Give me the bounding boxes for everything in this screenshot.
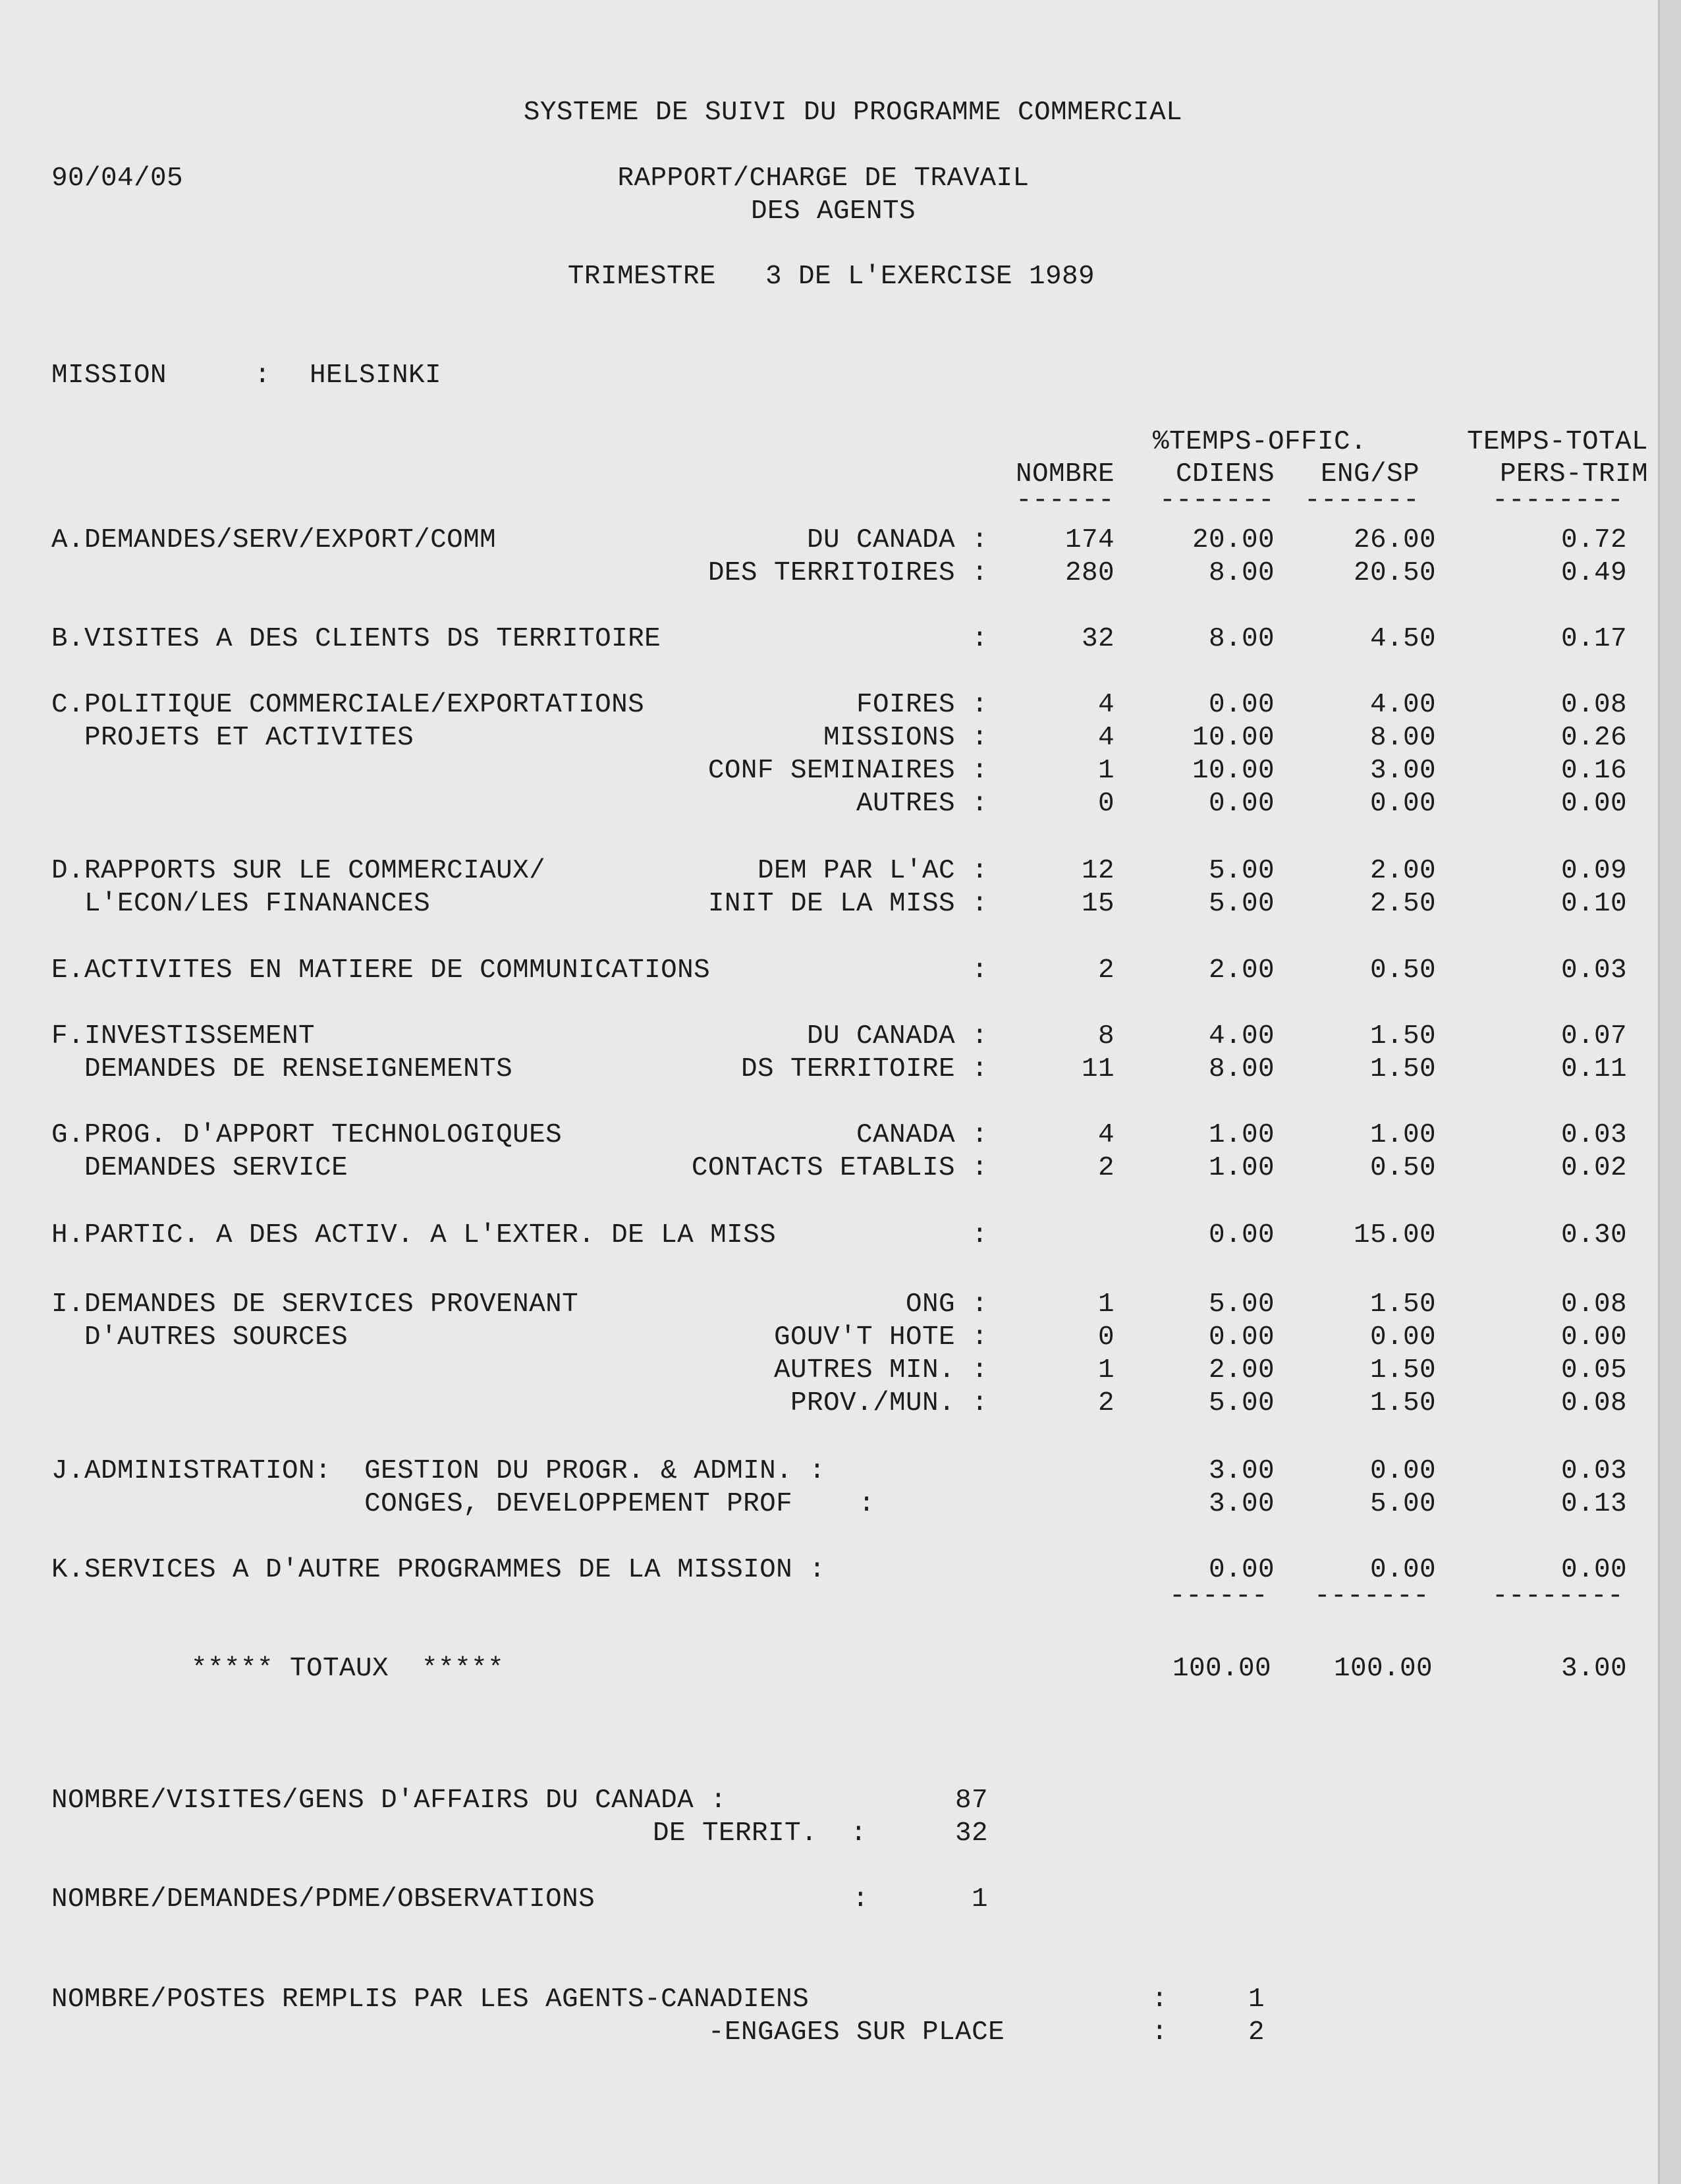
- cell-cdiens: 2.00: [1208, 955, 1275, 986]
- row-category: L'ECON/LES FINANANCES: [51, 889, 431, 919]
- cell-cdiens: 5.00: [1208, 1388, 1275, 1418]
- visites-canada-label: NOMBRE/VISITES/GENS D'AFFAIRS DU CANADA :: [51, 1785, 727, 1816]
- cell-perstrim: 0.08: [1560, 1289, 1627, 1320]
- cell-engsp: 1.00: [1369, 1120, 1436, 1150]
- column-underline-perstrim: --------: [1491, 486, 1624, 516]
- cell-perstrim: 0.72: [1560, 525, 1627, 555]
- cell-engsp: 4.50: [1369, 624, 1436, 654]
- cell-cdiens: 10.00: [1192, 756, 1275, 786]
- page-edge: [1658, 0, 1681, 2184]
- column-header-perstrim: PERS-TRIM: [1499, 459, 1648, 490]
- total-engsp: 100.00: [1333, 1654, 1433, 1684]
- cell-engsp: 15.00: [1353, 1220, 1436, 1250]
- row-subcategory: DEM PAR L'AC :: [757, 856, 988, 886]
- cell-nombre: 4: [1097, 1120, 1115, 1150]
- row-category: C.POLITIQUE COMMERCIALE/EXPORTATIONS: [51, 690, 645, 720]
- row-subcategory: CANADA :: [856, 1120, 988, 1150]
- column-underline-engsp: -------: [1304, 486, 1419, 516]
- row-subcategory: FOIRES :: [856, 690, 988, 720]
- column-header-engsp: ENG/SP: [1320, 459, 1419, 490]
- cell-nombre: 4: [1097, 690, 1115, 720]
- row-subcategory: DU CANADA :: [806, 525, 988, 555]
- cell-engsp: 8.00: [1369, 723, 1436, 753]
- cell-cdiens: 0.00: [1208, 1220, 1275, 1250]
- cell-cdiens: 1.00: [1208, 1120, 1275, 1150]
- column-header-temps-total: TEMPS-TOTAL: [1466, 427, 1648, 457]
- cell-nombre: 1: [1097, 1289, 1115, 1320]
- report-period: TRIMESTRE 3 DE L'EXERCISE 1989: [567, 262, 1095, 292]
- mission-separator: :: [254, 360, 271, 391]
- cell-perstrim: 0.00: [1560, 1555, 1627, 1585]
- row-subcategory: PROV./MUN. :: [790, 1388, 988, 1418]
- cell-perstrim: 0.17: [1560, 624, 1627, 654]
- cell-cdiens: 8.00: [1208, 1054, 1275, 1084]
- cell-perstrim: 0.16: [1560, 756, 1627, 786]
- column-header-temps-offic: %TEMPS-OFFIC.: [1153, 427, 1367, 457]
- total-cdiens: 100.00: [1172, 1654, 1271, 1684]
- row-subcategory: MISSIONS :: [823, 723, 988, 753]
- row-subcategory: DS TERRITOIRE :: [740, 1054, 988, 1084]
- row-category: K.SERVICES A D'AUTRE PROGRAMMES DE LA MISSION :: [51, 1555, 826, 1585]
- cell-nombre: 4: [1097, 723, 1115, 753]
- cell-cdiens: 8.00: [1208, 558, 1275, 588]
- cell-engsp: 2.50: [1369, 889, 1436, 919]
- postes-place-separator: :: [1151, 2017, 1169, 2048]
- totals-underline-cdiens: ------: [1169, 1581, 1268, 1611]
- cell-cdiens: 5.00: [1208, 1289, 1275, 1320]
- report-system-title: SYSTEME DE SUIVI DU PROGRAMME COMMERCIAL: [523, 98, 1183, 128]
- cell-engsp: 1.50: [1369, 1355, 1436, 1386]
- report-title: RAPPORT/CHARGE DE TRAVAIL: [617, 163, 1030, 194]
- row-category: J.ADMINISTRATION: GESTION DU PROGR. & ADMIN. :: [51, 1456, 826, 1486]
- cell-engsp: 4.00: [1369, 690, 1436, 720]
- cell-engsp: 0.50: [1369, 1153, 1436, 1183]
- cell-cdiens: 1.00: [1208, 1153, 1275, 1183]
- cell-cdiens: 20.00: [1192, 525, 1275, 555]
- cell-cdiens: 4.00: [1208, 1021, 1275, 1051]
- mission-label: MISSION: [51, 360, 167, 391]
- cell-nombre: 11: [1081, 1054, 1115, 1084]
- cell-nombre: 0: [1097, 789, 1115, 819]
- row-subcategory: INIT DE LA MISS :: [707, 889, 988, 919]
- row-subcategory: :: [971, 1220, 988, 1250]
- mission-name: HELSINKI: [310, 360, 442, 391]
- cell-cdiens: 0.00: [1208, 789, 1275, 819]
- row-category: D.RAPPORTS SUR LE COMMERCIAUX/: [51, 856, 546, 886]
- column-underline-nombre: ------: [1015, 486, 1115, 516]
- row-subcategory: AUTRES MIN. :: [773, 1355, 988, 1386]
- row-category: B.VISITES A DES CLIENTS DS TERRITOIRE: [51, 624, 661, 654]
- row-category: D'AUTRES SOURCES: [51, 1322, 348, 1353]
- cell-perstrim: 0.00: [1560, 789, 1627, 819]
- row-subcategory: CONTACTS ETABLIS :: [691, 1153, 988, 1183]
- cell-nombre: 8: [1097, 1021, 1115, 1051]
- cell-cdiens: 5.00: [1208, 856, 1275, 886]
- cell-engsp: 1.50: [1369, 1289, 1436, 1320]
- cell-nombre: 32: [1081, 624, 1115, 654]
- row-subcategory: :: [971, 624, 988, 654]
- totals-label: ***** TOTAUX *****: [191, 1654, 505, 1684]
- row-subcategory: DU CANADA :: [806, 1021, 988, 1051]
- demandes-pdme-value: 1: [971, 1884, 988, 1915]
- cell-nombre: 2: [1097, 1388, 1115, 1418]
- cell-nombre: 2: [1097, 955, 1115, 986]
- cell-nombre: 2: [1097, 1153, 1115, 1183]
- row-category: DEMANDES DE RENSEIGNEMENTS: [51, 1054, 513, 1084]
- visites-territ-label: DE TERRIT. :: [652, 1818, 867, 1849]
- cell-engsp: 20.50: [1353, 558, 1436, 588]
- cell-perstrim: 0.09: [1560, 856, 1627, 886]
- cell-nombre: 174: [1064, 525, 1115, 555]
- totals-underline-perstrim: --------: [1491, 1581, 1624, 1611]
- row-subcategory: CONF SEMINAIRES :: [707, 756, 988, 786]
- cell-nombre: 0: [1097, 1322, 1115, 1353]
- cell-engsp: 3.00: [1369, 756, 1436, 786]
- report-date: 90/04/05: [51, 163, 184, 194]
- row-subcategory: ONG :: [905, 1289, 988, 1320]
- report-subtitle: DES AGENTS: [750, 196, 916, 227]
- row-subcategory: AUTRES :: [856, 789, 988, 819]
- cell-perstrim: 0.13: [1560, 1489, 1627, 1519]
- cell-cdiens: 5.00: [1208, 889, 1275, 919]
- row-category: F.INVESTISSEMENT: [51, 1021, 316, 1051]
- row-category: DEMANDES SERVICE: [51, 1153, 348, 1183]
- row-subcategory: GOUV'T HOTE :: [773, 1322, 988, 1353]
- row-category: A.DEMANDES/SERV/EXPORT/COMM: [51, 525, 497, 555]
- cell-cdiens: 10.00: [1192, 723, 1275, 753]
- cell-perstrim: 0.10: [1560, 889, 1627, 919]
- cell-perstrim: 0.49: [1560, 558, 1627, 588]
- cell-engsp: 1.50: [1369, 1388, 1436, 1418]
- postes-canadiens-separator: :: [1151, 1984, 1169, 2015]
- cell-nombre: 12: [1081, 856, 1115, 886]
- visites-canada-value: 87: [954, 1785, 988, 1816]
- cell-perstrim: 0.08: [1560, 690, 1627, 720]
- row-category: CONGES, DEVELOPPEMENT PROF :: [51, 1489, 875, 1519]
- postes-place-value: 2: [1248, 2017, 1265, 2048]
- column-header-nombre: NOMBRE: [1015, 459, 1115, 490]
- cell-engsp: 0.00: [1369, 1555, 1436, 1585]
- cell-cdiens: 0.00: [1208, 1322, 1275, 1353]
- cell-nombre: 15: [1081, 889, 1115, 919]
- cell-engsp: 0.00: [1369, 1456, 1436, 1486]
- totals-underline-engsp: -------: [1313, 1581, 1429, 1611]
- cell-perstrim: 0.02: [1560, 1153, 1627, 1183]
- cell-nombre: 1: [1097, 756, 1115, 786]
- postes-canadiens-value: 1: [1248, 1984, 1265, 2015]
- row-category: G.PROG. D'APPORT TECHNOLOGIQUES: [51, 1120, 563, 1150]
- row-category: H.PARTIC. A DES ACTIV. A L'EXTER. DE LA MISS: [51, 1220, 777, 1250]
- cell-nombre: 1: [1097, 1355, 1115, 1386]
- row-subcategory: DES TERRITOIRES :: [707, 558, 988, 588]
- cell-engsp: 26.00: [1353, 525, 1436, 555]
- cell-cdiens: 3.00: [1208, 1489, 1275, 1519]
- cell-perstrim: 0.26: [1560, 723, 1627, 753]
- visites-territ-value: 32: [954, 1818, 988, 1849]
- cell-perstrim: 0.03: [1560, 955, 1627, 986]
- cell-perstrim: 0.03: [1560, 1456, 1627, 1486]
- row-category: PROJETS ET ACTIVITES: [51, 723, 414, 753]
- row-category: E.ACTIVITES EN MATIERE DE COMMUNICATIONS: [51, 955, 711, 986]
- postes-canadiens-label: NOMBRE/POSTES REMPLIS PAR LES AGENTS-CANADIENS: [51, 1984, 810, 2015]
- cell-perstrim: 0.03: [1560, 1120, 1627, 1150]
- column-underline-cdiens: -------: [1159, 486, 1275, 516]
- row-category: I.DEMANDES DE SERVICES PROVENANT: [51, 1289, 579, 1320]
- cell-engsp: 5.00: [1369, 1489, 1436, 1519]
- cell-perstrim: 0.07: [1560, 1021, 1627, 1051]
- cell-cdiens: 3.00: [1208, 1456, 1275, 1486]
- cell-cdiens: 8.00: [1208, 624, 1275, 654]
- cell-perstrim: 0.11: [1560, 1054, 1627, 1084]
- demandes-pdme-separator: :: [852, 1884, 869, 1915]
- cell-perstrim: 0.08: [1560, 1388, 1627, 1418]
- postes-place-label: -ENGAGES SUR PLACE: [708, 2017, 1005, 2048]
- cell-cdiens: 0.00: [1208, 1555, 1275, 1585]
- cell-engsp: 1.50: [1369, 1054, 1436, 1084]
- cell-perstrim: 0.05: [1560, 1355, 1627, 1386]
- demandes-pdme-label: NOMBRE/DEMANDES/PDME/OBSERVATIONS: [51, 1884, 595, 1915]
- cell-perstrim: 0.30: [1560, 1220, 1627, 1250]
- cell-perstrim: 0.00: [1560, 1322, 1627, 1353]
- cell-nombre: 280: [1064, 558, 1115, 588]
- total-perstrim: 3.00: [1560, 1654, 1627, 1684]
- row-subcategory: :: [971, 955, 988, 986]
- cell-engsp: 0.00: [1369, 789, 1436, 819]
- cell-cdiens: 0.00: [1208, 690, 1275, 720]
- cell-engsp: 1.50: [1369, 1021, 1436, 1051]
- column-header-cdiens: CDIENS: [1175, 459, 1275, 490]
- cell-engsp: 0.00: [1369, 1322, 1436, 1353]
- cell-engsp: 0.50: [1369, 955, 1436, 986]
- cell-engsp: 2.00: [1369, 856, 1436, 886]
- cell-cdiens: 2.00: [1208, 1355, 1275, 1386]
